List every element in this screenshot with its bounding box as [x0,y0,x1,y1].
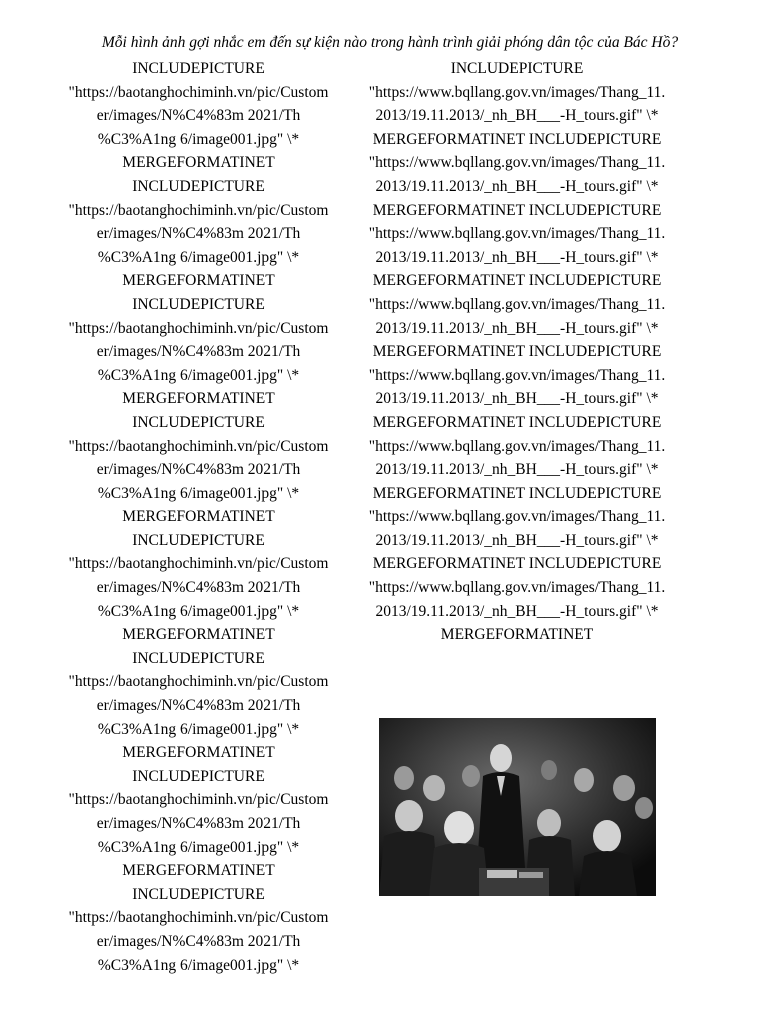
historical-photo [379,718,656,896]
left-field-code-line: INCLUDEPICTURE [132,531,265,549]
left-field-code-line: MERGEFORMATINET [122,508,275,526]
left-field-code-line: INCLUDEPICTURE [132,767,265,785]
left-field-code-line: "https://baotanghochiminh.vn/pic/Custom [68,83,329,101]
question-text: Mỗi hình ảnh gợi nhắc em đến sự kiện nào trong hành trình giải phóng dân tộc của Bác Hồ? [101,34,679,51]
left-field-code-line: %C3%A1ng 6/image001.jpg" \* [97,484,300,502]
left-field-code-line: %C3%A1ng 6/image001.jpg" \* [97,366,300,384]
left-field-code-line: er/images/N%C4%83m 2021/Th [96,343,301,361]
left-field-code-line: INCLUDEPICTURE [132,177,265,195]
left-field-code-column [56,57,341,977]
left-field-code-line: MERGEFORMATINET [122,272,275,290]
left-field-code-line: er/images/N%C4%83m 2021/Th [96,697,301,715]
right-field-code-line: "https://www.bqllang.gov.vn/images/Thang_11. [368,366,666,384]
right-field-code-line: "https://www.bqllang.gov.vn/images/Thang_11. [368,225,666,243]
left-field-code-line: er/images/N%C4%83m 2021/Th [96,107,301,125]
right-field-code-line: MERGEFORMATINET INCLUDEPICTURE [372,343,662,361]
right-field-code-line: "https://www.bqllang.gov.vn/images/Thang_11. [368,579,666,597]
right-field-code-line: MERGEFORMATINET INCLUDEPICTURE [372,130,662,148]
left-field-code-line: "https://baotanghochiminh.vn/pic/Custom [68,673,329,691]
left-field-code-line: INCLUDEPICTURE [132,295,265,313]
left-field-code-line: INCLUDEPICTURE [132,885,265,903]
right-field-code-line: 2013/19.11.2013/_nh_BH___-H_tours.gif" \* [375,177,659,195]
right-field-code-line: MERGEFORMATINET INCLUDEPICTURE [372,484,662,502]
right-field-code-line: "https://www.bqllang.gov.vn/images/Thang_11. [368,437,666,455]
right-field-code-line: "https://www.bqllang.gov.vn/images/Thang_11. [368,295,666,313]
left-field-code-line: "https://baotanghochiminh.vn/pic/Custom [68,319,329,337]
right-field-code-line: INCLUDEPICTURE [450,60,584,77]
left-field-code-line: INCLUDEPICTURE [132,60,265,77]
left-field-code-line: er/images/N%C4%83m 2021/Th [96,932,301,950]
left-field-code-line: MERGEFORMATINET [122,390,275,408]
right-field-code-line: MERGEFORMATINET INCLUDEPICTURE [372,272,662,290]
left-field-code-line: "https://baotanghochiminh.vn/pic/Custom [68,555,329,573]
right-field-code-line: MERGEFORMATINET INCLUDEPICTURE [372,413,662,431]
left-field-code-line: MERGEFORMATINET [122,862,275,880]
right-field-code-line: MERGEFORMATINET INCLUDEPICTURE [372,201,662,219]
right-field-code-line: 2013/19.11.2013/_nh_BH___-H_tours.gif" \* [375,531,659,549]
left-field-code-line: %C3%A1ng 6/image001.jpg" \* [97,720,300,738]
right-field-code-line: MERGEFORMATINET [440,626,594,644]
right-field-code-line: MERGEFORMATINET INCLUDEPICTURE [372,555,662,573]
right-field-code-line: "https://www.bqllang.gov.vn/images/Thang_11. [368,83,666,101]
left-field-code-line: "https://baotanghochiminh.vn/pic/Custom [68,437,329,455]
left-field-code-line: MERGEFORMATINET [122,744,275,762]
left-field-code-line: MERGEFORMATINET [122,626,275,644]
right-field-code-line: 2013/19.11.2013/_nh_BH___-H_tours.gif" \* [375,390,659,408]
left-field-code-line: er/images/N%C4%83m 2021/Th [96,579,301,597]
right-field-code-line: 2013/19.11.2013/_nh_BH___-H_tours.gif" \* [375,107,659,125]
right-field-code-line: "https://www.bqllang.gov.vn/images/Thang_11. [368,508,666,526]
left-field-code-line: INCLUDEPICTURE [132,413,265,431]
left-field-code-line: "https://baotanghochiminh.vn/pic/Custom [68,201,329,219]
historical-photo-image [379,718,656,896]
right-field-code-column [352,57,682,647]
left-field-code-line: %C3%A1ng 6/image001.jpg" \* [97,602,300,620]
left-field-code-line: MERGEFORMATINET [122,154,275,172]
left-field-code-line: INCLUDEPICTURE [132,649,265,667]
left-field-code-line: %C3%A1ng 6/image001.jpg" \* [97,248,300,266]
left-field-code-line: er/images/N%C4%83m 2021/Th [96,225,301,243]
left-field-code-line: %C3%A1ng 6/image001.jpg" \* [97,838,300,856]
left-field-code-line: er/images/N%C4%83m 2021/Th [96,461,301,479]
left-field-code-line: "https://baotanghochiminh.vn/pic/Custom [68,791,329,809]
left-field-code-line: %C3%A1ng 6/image001.jpg" \* [97,956,300,974]
right-field-code-line: 2013/19.11.2013/_nh_BH___-H_tours.gif" \* [375,461,659,479]
left-field-code-line: "https://baotanghochiminh.vn/pic/Custom [68,909,329,927]
right-field-code-line: 2013/19.11.2013/_nh_BH___-H_tours.gif" \* [375,602,659,620]
right-field-code-line: 2013/19.11.2013/_nh_BH___-H_tours.gif" \* [375,248,659,266]
left-field-code-line: %C3%A1ng 6/image001.jpg" \* [97,130,300,148]
left-field-code-line: er/images/N%C4%83m 2021/Th [96,815,301,832]
right-field-code-line: "https://www.bqllang.gov.vn/images/Thang_11. [368,154,666,172]
right-field-code-line: 2013/19.11.2013/_nh_BH___-H_tours.gif" \* [375,319,659,337]
